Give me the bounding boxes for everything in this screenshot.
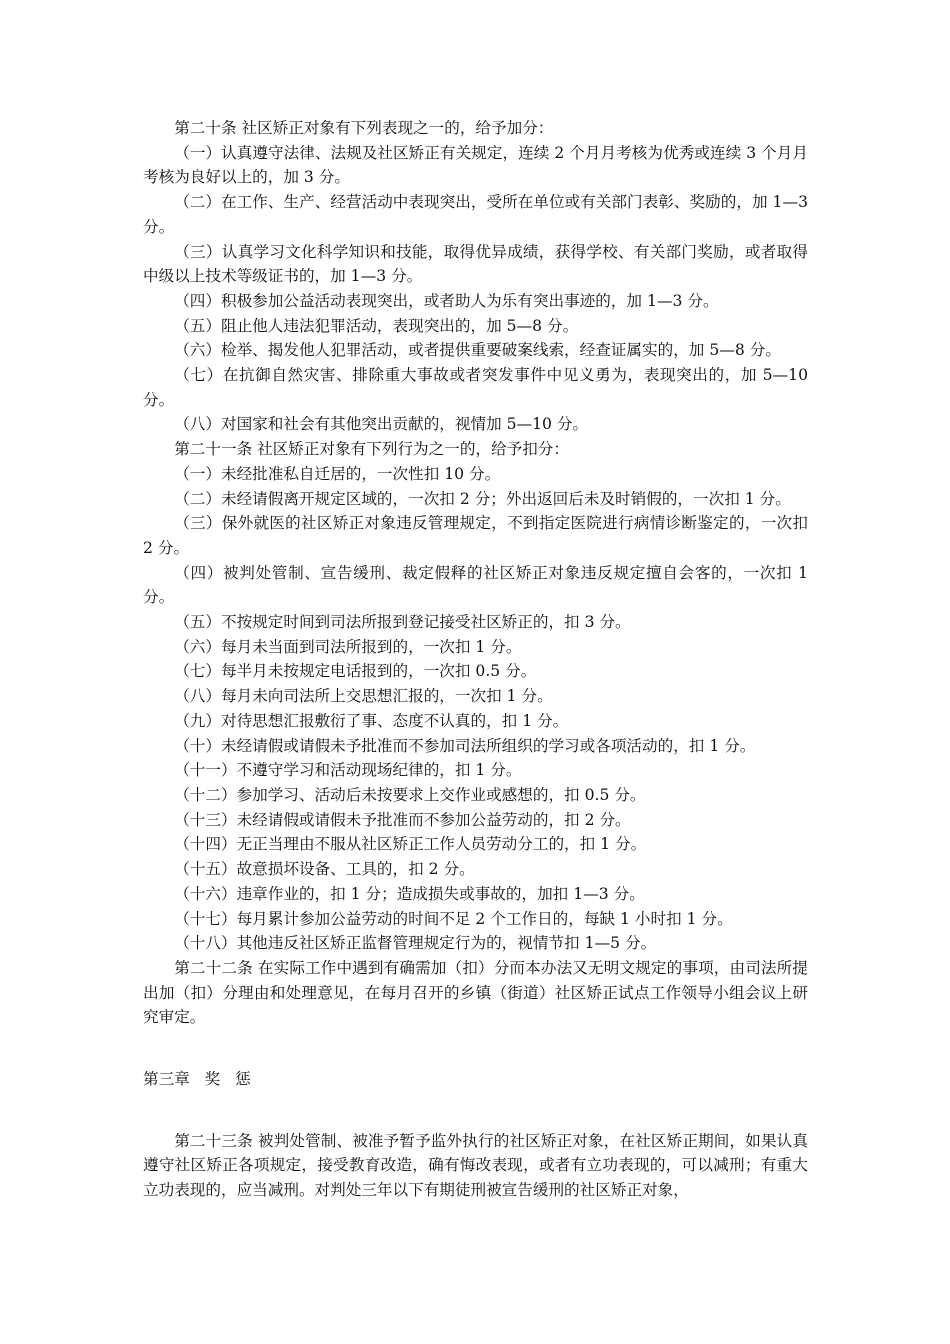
article-20-item: （五）阻止他人违法犯罪活动，表现突出的，加 5—8 分。: [174, 316, 579, 335]
article-20-item: （四）积极参加公益活动表现突出，或者助人为乐有突出事迹的，加 1—3 分。: [174, 291, 719, 310]
article-21-item: （十四）无正当理由不服从社区矫正工作人员劳动分工的，扣 1 分。: [174, 835, 647, 854]
article-21-item: （九）对待思想汇报敷衍了事、态度不认真的，扣 1 分。: [174, 711, 569, 730]
article-21-item: （十七）每月累计参加公益劳动的时间不足 2 个工作日的，每缺 1 小时扣 1 分。: [174, 909, 733, 928]
article-20-title: 第二十条 社区矫正对象有下列表现之一的，给予加分：: [174, 119, 554, 137]
article-20-item: （二）在工作、生产、经营活动中表现突出，受所在单位或有关部门表彰、奖励的，加 1—3 分。: [143, 193, 808, 236]
article-21-item: （八）每月未向司法所上交思想汇报的，一次扣 1 分。: [174, 687, 553, 706]
article-21-item: （十八）其他违反社区矫正监督管理规定行为的，视情节扣 1—5 分。: [174, 934, 657, 953]
article-23: 第二十三条 被判处管制、被准予暂予监外执行的社区矫正对象，在社区矫正期间，如果认真遵守社区矫正各项规定，接受教育改造，确有悔改表现，或者有立功表现的，可以减刑；有重大立功表现的，应当减刑。对判处三年以下有期徒刑被宣告缓刑的社区矫正对象，: [143, 1131, 808, 1200]
article-21-item: （四）被判处管制、宣告缓刑、裁定假释的社区矫正对象违反规定擅自会客的，一次扣 1 分。: [143, 563, 808, 607]
article-21-item: （五）不按规定时间到司法所报到登记接受社区矫正的，扣 3 分。: [174, 613, 631, 632]
article-21-title: 第二十一条 社区矫正对象有下列行为之一的，给予扣分：: [174, 440, 569, 459]
article-21-item: （十三）未经请假或请假未予批准而不参加公益劳动的，扣 2 分。: [174, 810, 631, 829]
article-20-item: （六）检举、揭发他人犯罪活动，或者提供重要破案线索，经查证属实的，加 5—8 分。: [174, 341, 781, 360]
article-21-item: （六）每月未当面到司法所报到的，一次扣 1 分。: [174, 637, 522, 656]
article-22: 第二十二条 在实际工作中遇到有确需加（扣）分而本办法又无明文规定的事项，由司法所提出加（扣）分理由和处理意见，在每月召开的乡镇（街道）社区矫正试点工作领导小组会议上研究审定。: [143, 958, 808, 1027]
article-21-item: （三）保外就医的社区矫正对象违反管理规定，不到指定医院进行病情诊断鉴定的，一次扣 2 分。: [143, 514, 808, 557]
article-21-item: （十一）不遵守学习和活动现场纪律的，扣 1 分。: [174, 761, 522, 780]
article-21-item: （七）每半月未按规定电话报到的，一次扣 0.5 分。: [174, 662, 537, 681]
article-21-item: （十二）参加学习、活动后未按要求上交作业或感想的，扣 0.5 分。: [174, 785, 646, 804]
article-21-item: （十）未经请假或请假未予批准而不参加司法所组织的学习或各项活动的，扣 1 分。: [174, 736, 756, 755]
article-20-item: （八）对国家和社会有其他突出贡献的，视情加 5—10 分。: [174, 415, 589, 434]
article-21-item: （一）未经批准私自迁居的，一次性扣 10 分。: [174, 464, 501, 483]
article-20-item: （三）认真学习文化科学知识和技能，取得优异成绩，获得学校、有关部门奖励，或者取得中级以上技术等级证书的，加 1—3 分。: [143, 242, 808, 286]
article-20-item: （一）认真遵守法律、法规及社区矫正有关规定，连续 2 个月月考核为优秀或连续 3 个月月考核为良好以上的，加 3 分。: [143, 143, 808, 187]
article-21-item: （十六）违章作业的，扣 1 分；造成损失或事故的，加扣 1—3 分。: [174, 884, 645, 903]
article-20-item: （七）在抗御自然灾害、排除重大事故或者突发事件中见义勇为，表现突出的，加 5—10 分。: [143, 366, 808, 409]
article-21-item: （二）未经请假离开规定区域的，一次扣 2 分；外出返回后未及时销假的，一次扣 1 分。: [174, 489, 791, 508]
article-21-item: （十五）故意损坏设备、工具的，扣 2 分。: [174, 860, 475, 879]
chapter-heading: 第三章 奖 惩: [143, 1070, 251, 1089]
document-body: [143, 116, 808, 1203]
